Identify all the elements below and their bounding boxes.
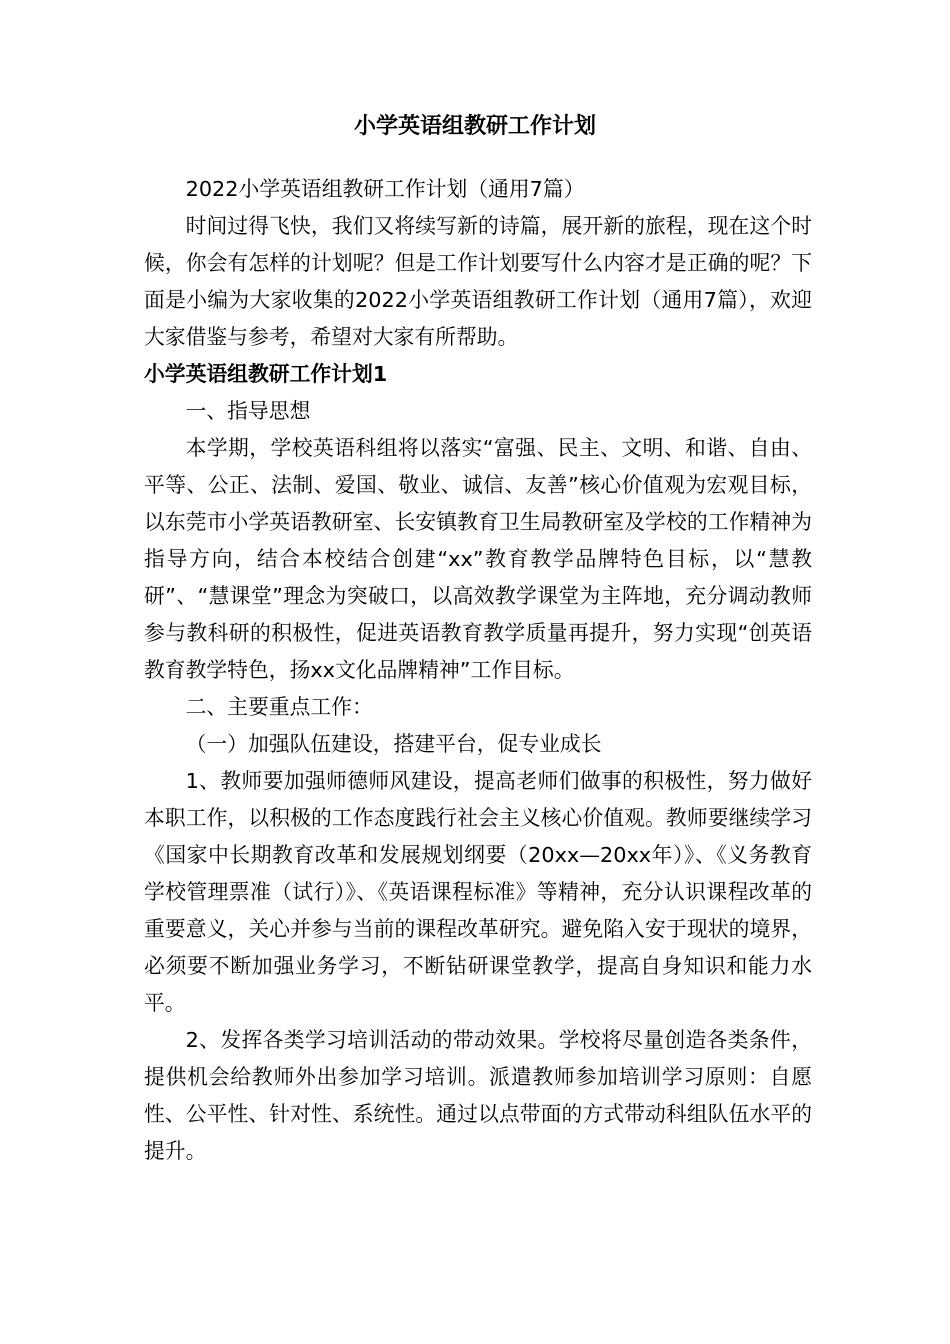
- intro-paragraph: 时间过得飞快，我们又将续写新的诗篇，展开新的旅程，现在这个时候，你会有怎样的计划呢？但是工作计划要写什么内容才是正确的呢？下面是小编为大家收集的2022小学英语组教研工作计划（通用7篇），欢迎大家借鉴与参考，希望对大家有所帮助。: [144, 214, 812, 349]
- item-2-paragraph: 2、发挥各类学习培训活动的带动效果。学校将尽量创造各类条件，提供机会给教师外出参加学习培训。派遣教师参加培训学习原则：自愿性、公平性、针对性、系统性。通过以点带面的方式带动科组队伍水平的提升。: [144, 1028, 812, 1163]
- guiding-thought-paragraph: 本学期，学校英语科组将以落实“富强、民主、文明、和谐、自由、平等、公正、法制、爱国、敬业、诚信、友善”核心价值观为宏观目标，以东莞市小学英语教研室、长安镇教育卫生局教研室及学校的工作精神为指导方向，结合本校结合创建“xx”教育教学品牌特色目标，以“慧教研”、“慧课堂”理念为突破口，以高效教学课堂为主阵地，充分调动教师参与教科研的积极性，促进英语教育教学质量再提升，努力实现“创英语教育教学特色，扬xx文化品牌精神”工作目标。: [144, 436, 812, 682]
- document-title: 小学英语组教研工作计划: [353, 114, 596, 139]
- subheading-team-building: （一）加强队伍建设，搭建平台，促专业成长: [185, 732, 602, 756]
- document-body: [144, 171, 812, 1170]
- item-1-paragraph: 1、教师要加强师德师风建设，提高老师们做事的积极性，努力做好本职工作，以积极的工作态度践行社会主义核心价值观。教师要继续学习《国家中长期教育改革和发展规划纲要（20xx—20xx年）》、《义务教育学校管理票准（试行）》、《英语课程标准》等精神，充分认识课程改革的重要意义，关心并参与当前的课程改革研究。避免陷入安于现状的境界，必须要不断加强业务学习，不断钻研课堂教学，提高自身知识和能力水平。: [144, 769, 812, 1015]
- subheading-main-work: 二、主要重点工作：: [185, 695, 373, 719]
- subheading-guiding-thought: 一、指导思想: [185, 399, 311, 423]
- section-heading: 小学英语组教研工作计划1: [144, 362, 388, 386]
- subtitle-paragraph: 2022小学英语组教研工作计划（通用7篇）: [185, 177, 585, 201]
